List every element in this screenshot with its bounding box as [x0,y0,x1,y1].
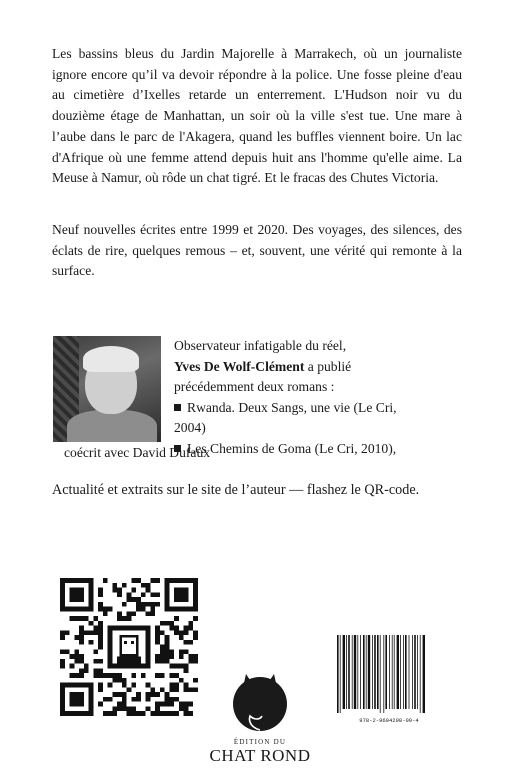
book-2-line-1 [174,439,474,460]
cat-logo-icon [232,668,288,734]
publisher-logo [200,668,320,778]
qr-code-icon[interactable] [60,578,198,716]
author-name: Yves De Wolf-Clément [174,358,305,374]
website-note: Actualité et extraits sur le site de l’auteur — flashez le QR-code. [52,482,420,498]
book-2-line-2: coécrit avec David Dufaux [64,445,211,460]
barcode [335,633,443,724]
author-bio [174,336,474,459]
book-1-line-2: 2004) [174,420,206,435]
blurb-paragraph-1: Les bassins bleus du Jardin Majorelle à Marrakech, où un journaliste ignore encore qu’il va devoir répondre à la police. Une fosse pleine d'eau au cimetière d’Ixelles retarde un enterrement. L'Hudson noir vu du douzième étage de Manhattan, un soir où la ville s'est tue. Une mare à l’aube dans le parc de l'Akagera, quand les buffles viennent boire. Un lac d'Afrique où une femme attend depuis huit ans l'homme qu'elle aime. La Meuse à Namur, où rôde un chat tigré. Et le fracas des Chutes Victoria. [52,46,462,186]
isbn-number: 978-2-9604298-09-4 [359,717,419,724]
publisher-edition: ÉDITION DU [233,738,287,746]
bio-intro: Observateur infatigable du réel, [174,338,347,353]
book-2-title: Les Chemins de Goma (Le Cri, 2010), [187,440,397,456]
photo-shirt [67,410,157,442]
publisher-name: CHAT ROND [209,746,311,765]
blurb-paragraph-2: Neuf nouvelles écrites entre 1999 et 2020. Des voyages, des silences, des éclats de rire, quelques remous – et, souvent, une vérité qui remonte à la surface. [52,222,462,279]
book-1-title: Rwanda. Deux Sangs, une vie (Le Cri, [187,399,397,415]
bio-published: a publié [307,358,352,374]
barcode-icon [335,633,443,715]
author-photo [53,336,161,442]
bullet-icon [174,404,181,411]
bio-name-line [174,357,474,378]
photo-hair [83,346,139,372]
bio-previous: précédemment deux romans : [174,379,335,394]
book-1-line-1 [174,398,474,419]
